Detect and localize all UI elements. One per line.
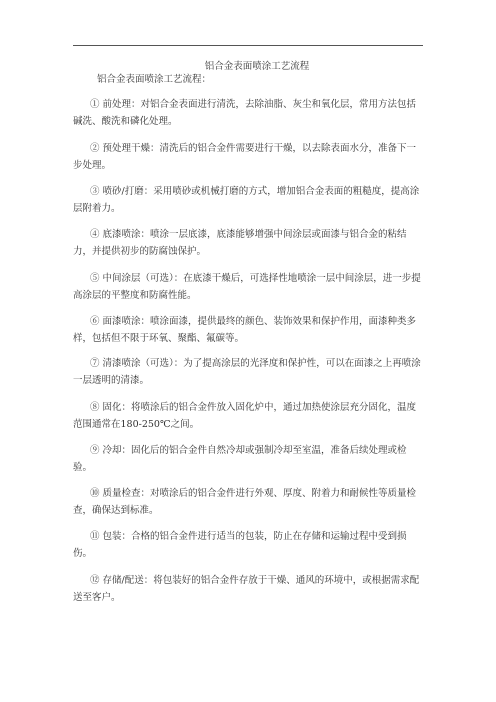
step-item <box>73 183 425 217</box>
step-text: 质量检查：对喷涂后的铝合金件进行外观、厚度、附着力和耐候性等质量检查，确保达到标准。 <box>73 488 417 516</box>
step-number: ⑫ <box>90 575 100 586</box>
step-number: ⑥ <box>90 316 100 327</box>
step-item <box>73 313 425 347</box>
step-item <box>73 355 425 389</box>
step-number: ② <box>90 143 100 154</box>
step-number: ③ <box>90 186 100 197</box>
step-number: ① <box>90 99 100 110</box>
step-item <box>73 399 425 433</box>
step-item <box>73 572 425 606</box>
step-number: ⑩ <box>90 488 100 499</box>
step-text: 前处理：对铝合金表面进行清洗，去除油脂、灰尘和氧化层，常用方法包括碱洗、酸洗和磷化处理。 <box>73 99 417 127</box>
step-item <box>73 485 425 519</box>
step-number: ⑪ <box>90 531 100 542</box>
step-text: 底漆喷涂：喷涂一层底漆，底漆能够增强中间涂层或面漆与铝合金的粘结力，并提供初步的防腐蚀保护。 <box>73 229 407 257</box>
step-text: 清漆喷涂（可选）：为了提高涂层的光泽度和保护性，可以在面漆之上再喷涂一层透明的清漆。 <box>73 358 421 386</box>
step-text: 包装：合格的铝合金件进行适当的包装，防止在存储和运输过程中受到损伤。 <box>73 531 407 559</box>
document-title: 铝合金表面喷涂工艺流程 <box>204 61 310 72</box>
step-text: 喷砂/打磨：采用喷砂或机械打磨的方式，增加铝合金表面的粗糙度，提高涂层附着力。 <box>73 186 420 214</box>
step-number: ④ <box>90 229 100 240</box>
step-item <box>73 528 425 562</box>
step-number: ⑨ <box>90 445 100 456</box>
step-number: ⑦ <box>90 358 100 369</box>
step-item <box>73 140 425 174</box>
document-body <box>90 60 424 86</box>
step-text: 冷却：固化后的铝合金件自然冷却或强制冷却至室温，准备后续处理或检验。 <box>73 445 407 473</box>
step-item <box>73 442 425 476</box>
step-number: ⑧ <box>90 402 100 413</box>
step-text: 面漆喷涂：喷涂面漆，提供最终的颜色、装饰效果和保护作用，面漆种类多样，包括但不限于环氧、聚酯、氟碳等。 <box>73 316 417 344</box>
step-text: 存储/配送：将包装好的铝合金件存放于干燥、通风的环境中，或根据需求配送至客户。 <box>73 575 420 603</box>
header-rule <box>73 45 423 46</box>
step-text: 固化：将喷涂后的铝合金件放入固化炉中，通过加热使涂层充分固化，温度范围通常在180-250℃之间。 <box>73 402 417 430</box>
step-text: 预处理干燥：清洗后的铝合金件需要进行干燥，以去除表面水分，准备下一步处理。 <box>73 143 417 171</box>
step-item <box>73 96 425 130</box>
step-item <box>73 226 425 260</box>
step-text: 中间涂层（可选）：在底漆干燥后，可选择性地喷涂一层中间涂层，进一步提高涂层的平整度和防腐性能。 <box>73 273 421 301</box>
step-item <box>73 270 425 304</box>
document-intro: 铝合金表面喷涂工艺流程： <box>97 74 212 85</box>
step-number: ⑤ <box>90 273 100 284</box>
